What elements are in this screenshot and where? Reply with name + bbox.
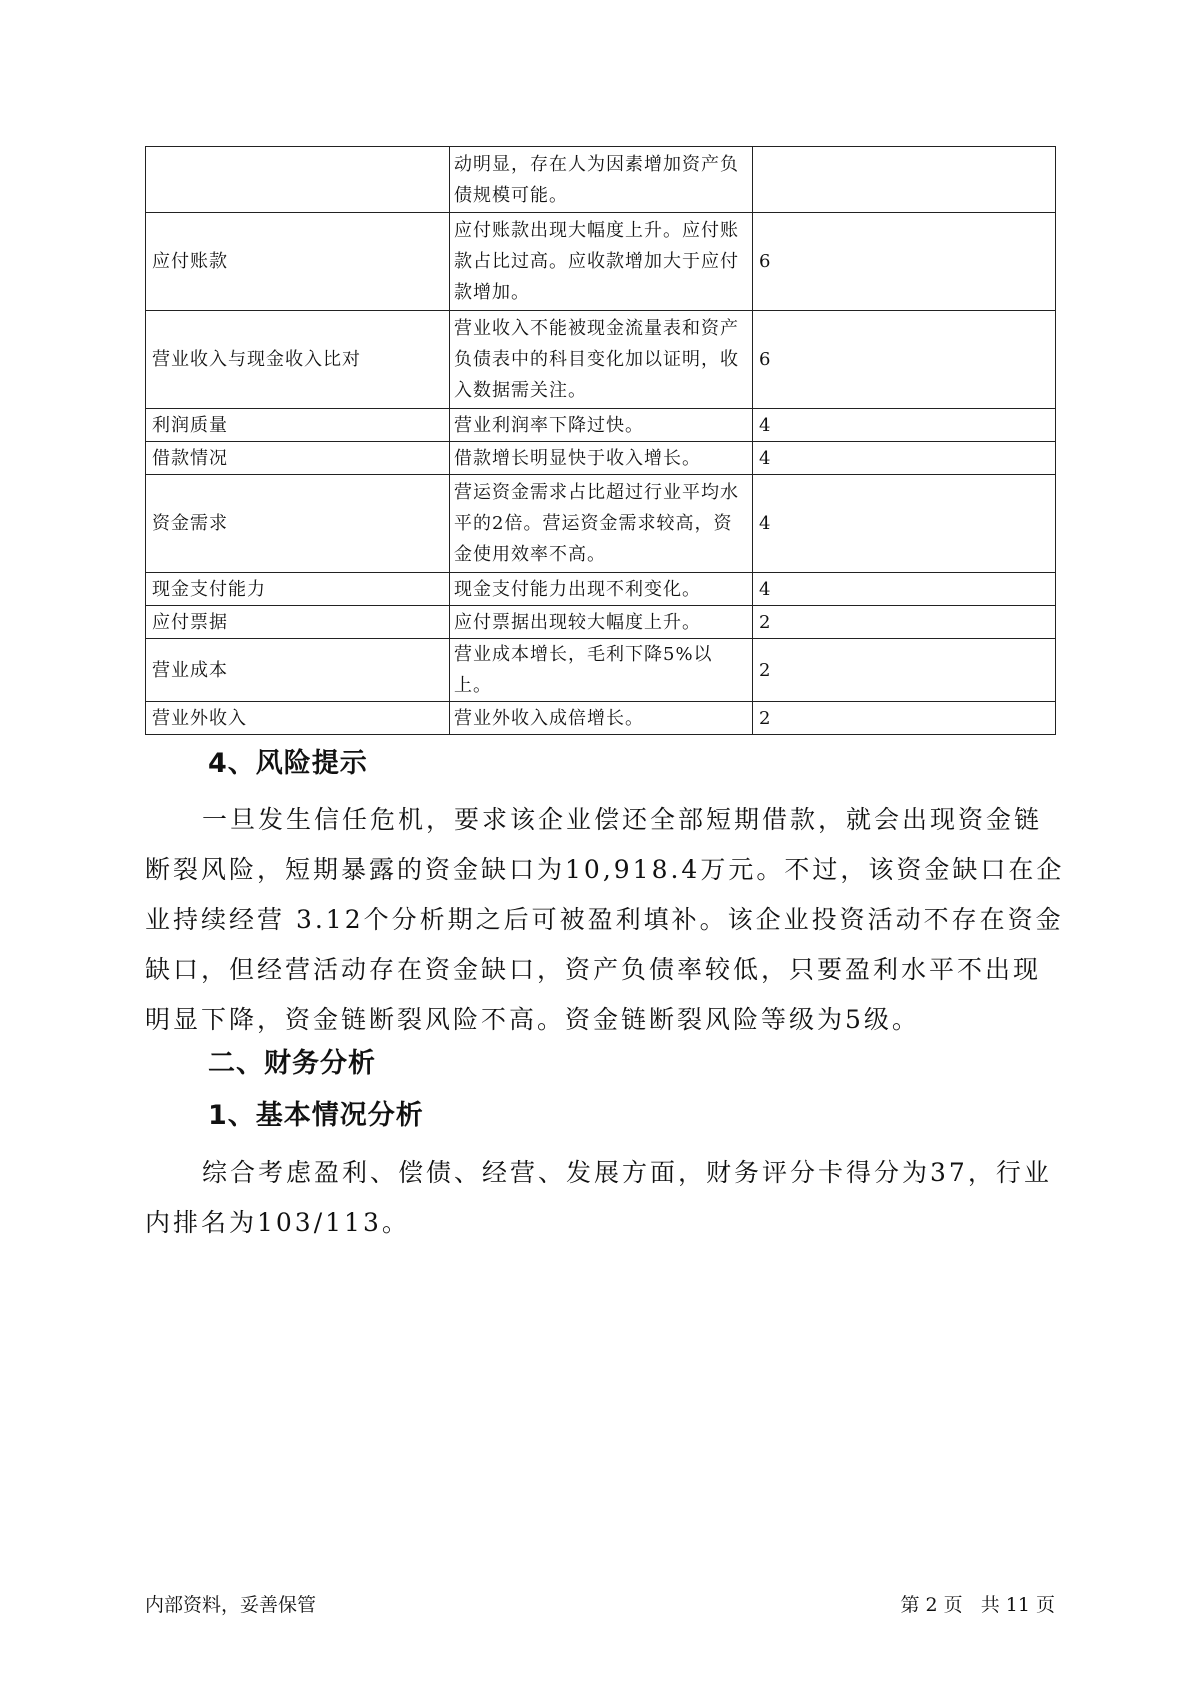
finance-paragraph: 综合考虑盈利、偿债、经营、发展方面，财务评分卡得分为37，行业内排名为103/113。 <box>145 1158 1052 1237</box>
table-cell-desc: 借款增长明显快于收入增长。 <box>450 442 753 475</box>
basic-analysis-heading: 1、基本情况分析 <box>208 1100 424 1131</box>
table-cell-item: 营业收入与现金收入比对 <box>146 311 450 409</box>
table-cell-item: 营业成本 <box>146 639 450 702</box>
table-cell-desc: 动明显，存在人为因素增加资产负债规模可能。 <box>450 147 753 213</box>
table-row <box>146 475 1056 573</box>
table-cell-desc: 营业外收入成倍增长。 <box>450 702 753 735</box>
table-cell-desc: 应付账款出现大幅度上升。应付账款占比过高。应收款增加大于应付款增加。 <box>450 213 753 311</box>
table-cell-item: 应付账款 <box>146 213 450 311</box>
table-row <box>146 409 1056 442</box>
finance-section-heading: 二、财务分析 <box>208 1048 376 1079</box>
table-cell-item: 利润质量 <box>146 409 450 442</box>
table-cell-score: 6 <box>753 213 1056 311</box>
footer-page-number: 第 2 页 共 11 页 <box>900 1594 1055 1616</box>
table-cell-desc: 营业成本增长，毛利下降5%以上。 <box>450 639 753 702</box>
table-cell-desc: 营业收入不能被现金流量表和资产负债表中的科目变化加以证明，收入数据需关注。 <box>450 311 753 409</box>
table-cell-score: 2 <box>753 606 1056 639</box>
table-row <box>146 606 1056 639</box>
table-row <box>146 147 1056 213</box>
table-cell-score: 6 <box>753 311 1056 409</box>
risk-section-heading: 4、风险提示 <box>208 748 368 779</box>
table-row <box>146 702 1056 735</box>
table-cell-item: 现金支付能力 <box>146 573 450 606</box>
table-row <box>146 573 1056 606</box>
table-cell-score: 4 <box>753 409 1056 442</box>
risk-indicator-table <box>145 146 1056 735</box>
table-cell-score: 4 <box>753 475 1056 573</box>
table-cell-item: 营业外收入 <box>146 702 450 735</box>
table-row <box>146 639 1056 702</box>
table-cell-score: 2 <box>753 639 1056 702</box>
table-cell-desc: 应付票据出现较大幅度上升。 <box>450 606 753 639</box>
table-cell-desc: 营业利润率下降过快。 <box>450 409 753 442</box>
table-cell-desc: 营运资金需求占比超过行业平均水平的2倍。营运资金需求较高，资金使用效率不高。 <box>450 475 753 573</box>
table-cell-score: 2 <box>753 702 1056 735</box>
table-cell-item: 资金需求 <box>146 475 450 573</box>
table-cell-score: 4 <box>753 442 1056 475</box>
table-cell-item: 应付票据 <box>146 606 450 639</box>
table-row <box>146 442 1056 475</box>
footer-confidential-note: 内部资料，妥善保管 <box>145 1594 317 1616</box>
risk-paragraph: 一旦发生信任危机，要求该企业偿还全部短期借款，就会出现资金链断裂风险，短期暴露的资金缺口为10,918.4万元。不过，该资金缺口在企业持续经营 3.12个分析期之后可被盈利填补。该企业投资活动不存在资金缺口，但经营活动存在资金缺口，资产负债率较低，只要盈利水平不出现明显下降，资金链断裂风险不高。资金链断裂风险等级为5级。 <box>145 805 1065 1034</box>
table-cell-score <box>753 147 1056 213</box>
table-cell-score: 4 <box>753 573 1056 606</box>
table-cell-item <box>146 147 450 213</box>
table-row <box>146 311 1056 409</box>
table-cell-desc: 现金支付能力出现不利变化。 <box>450 573 753 606</box>
table-row <box>146 213 1056 311</box>
table-cell-item: 借款情况 <box>146 442 450 475</box>
